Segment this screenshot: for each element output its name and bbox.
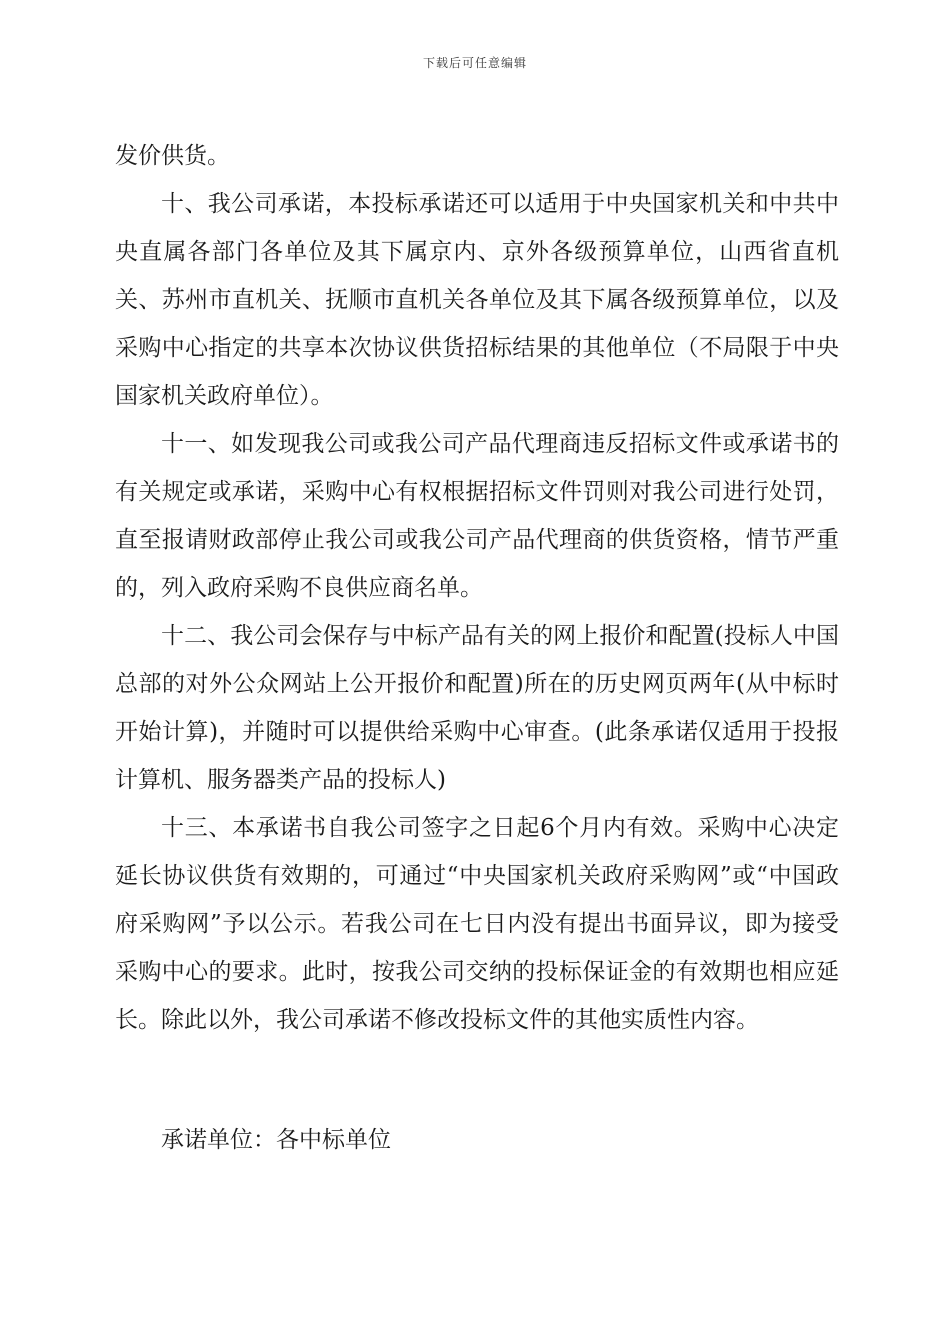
- paragraph-item-12: 十二、我公司会保存与中标产品有关的网上报价和配置(投标人中国总部的对外公众网站上公开报价和配置)所在的历史网页两年(从中标时开始计算)，并随时可以提供给采购中心审查。(此条承诺仅适用于投报计算机、服务器类产品的投标人): [115, 623, 839, 793]
- page-header: 下载后可任意编辑: [422, 56, 527, 70]
- document-body: [115, 132, 839, 1044]
- paragraph-continuation: 发价供货。: [115, 143, 230, 169]
- paragraph-item-11: 十一、如发现我公司或我公司产品代理商违反招标文件或承诺书的有关规定或承诺，采购中心有权根据招标文件罚则对我公司进行处罚，直至报请财政部停止我公司或我公司产品代理商的供货资格，情节严重的，列入政府采购不良供应商名单。: [115, 431, 839, 601]
- paragraph-item-10: 十、我公司承诺，本投标承诺还可以适用于中央国家机关和中共中央直属各部门各单位及其下属京内、京外各级预算单位，山西省直机关、苏州市直机关、抚顺市直机关各单位及其下属各级预算单位，以及采购中心指定的共享本次协议供货招标结果的其他单位（不局限于中央国家机关政府单位）。: [115, 191, 839, 409]
- signature-line: 承诺单位：各中标单位: [161, 1127, 391, 1153]
- paragraph-item-13: 十三、本承诺书自我公司签字之日起6个月内有效。采购中心决定延长协议供货有效期的，可通过“中央国家机关政府采购网”或“中国政府采购网”予以公示。若我公司在七日内没有提出书面异议，即为接受采购中心的要求。此时，按我公司交纳的投标保证金的有效期也相应延长。除此以外，我公司承诺不修改投标文件的其他实质性内容。: [115, 815, 839, 1033]
